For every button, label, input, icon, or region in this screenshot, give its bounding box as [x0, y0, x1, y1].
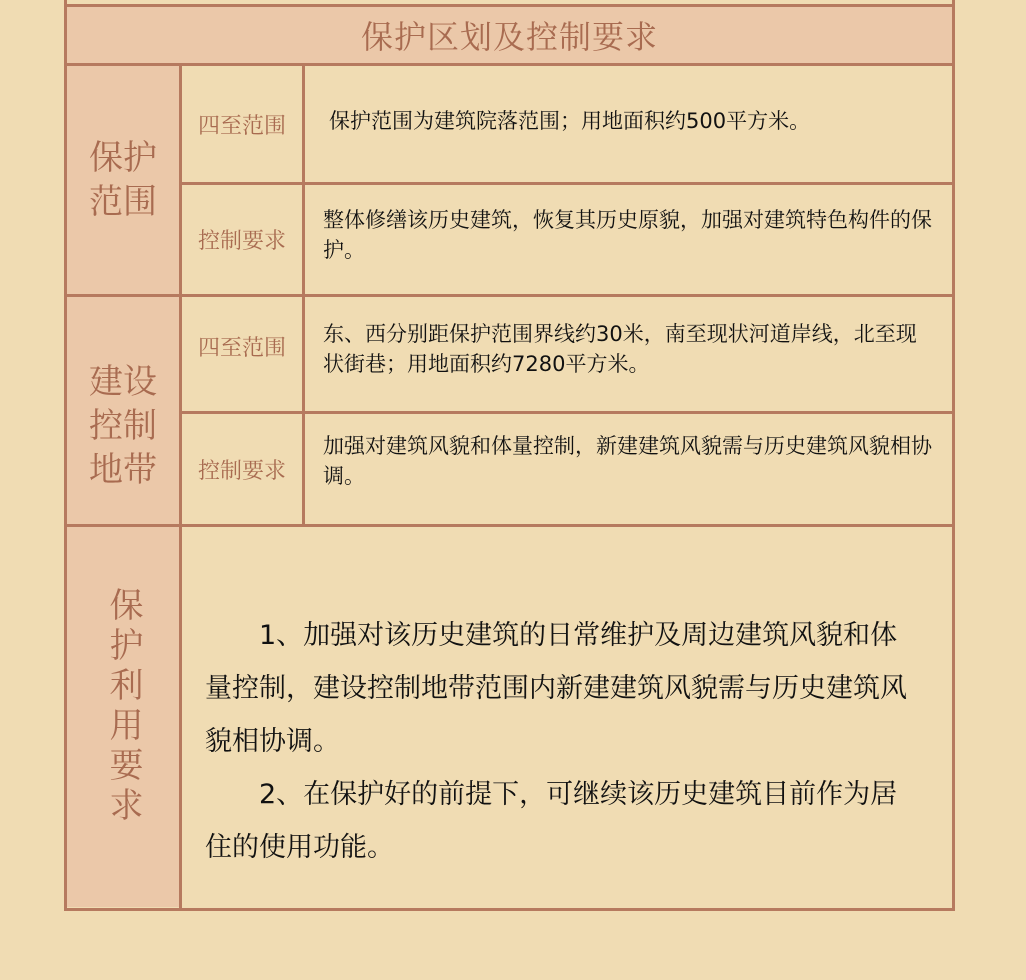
group-label-control-zone: [67, 297, 179, 524]
group-label-line: 建设: [89, 361, 157, 402]
content-text: 整体修缮该历史建筑，恢复其历史原貌，加强对建筑特色构件的保护。: [323, 207, 932, 262]
table-title: 保护区划及控制要求: [67, 7, 952, 63]
content-control: [305, 414, 951, 524]
sub-label-control: 控制要求: [197, 229, 286, 254]
group-label-line: 地带: [89, 449, 157, 490]
group-label-line: 保护: [89, 138, 157, 178]
usage-paragraph: 1、加强对该历史建筑的日常维护及周边建筑风貌和体量控制，建设控制地带范围内新建建筑风貌需与历史建筑风貌相协调。: [205, 620, 907, 757]
group-label-usage: [67, 527, 179, 907]
group-label-line: 控制: [89, 405, 157, 446]
content-text: 加强对建筑风貌和体量控制，新建建筑风貌需与历史建筑风貌相协调。: [323, 434, 932, 488]
divider: [302, 63, 305, 527]
sub-label-control: 控制要求: [197, 458, 286, 484]
content-control: [305, 185, 951, 294]
divider: [179, 63, 182, 910]
group-label-protection-range: [67, 66, 179, 294]
group-label-vertical: 保护利用要求: [103, 587, 143, 827]
sub-label-boundary: 四至范围: [197, 335, 286, 361]
content-boundary: [305, 66, 951, 182]
usage-content: [182, 527, 951, 907]
content-text: 保护范围为建筑院落范围；用地面积约500平方米。: [329, 109, 811, 133]
group-label-line: 范围: [89, 182, 157, 222]
content-boundary: [305, 297, 951, 411]
sub-label-boundary: 四至范围: [197, 113, 286, 139]
usage-paragraph: 2、在保护好的前提下，可继续该历史建筑目前作为居住的使用功能。: [205, 779, 898, 863]
content-text: 东、西分别距保护范围界线约30米，南至现状河道岸线，北至现状街巷；用地面积约7280平方米。: [323, 322, 917, 376]
